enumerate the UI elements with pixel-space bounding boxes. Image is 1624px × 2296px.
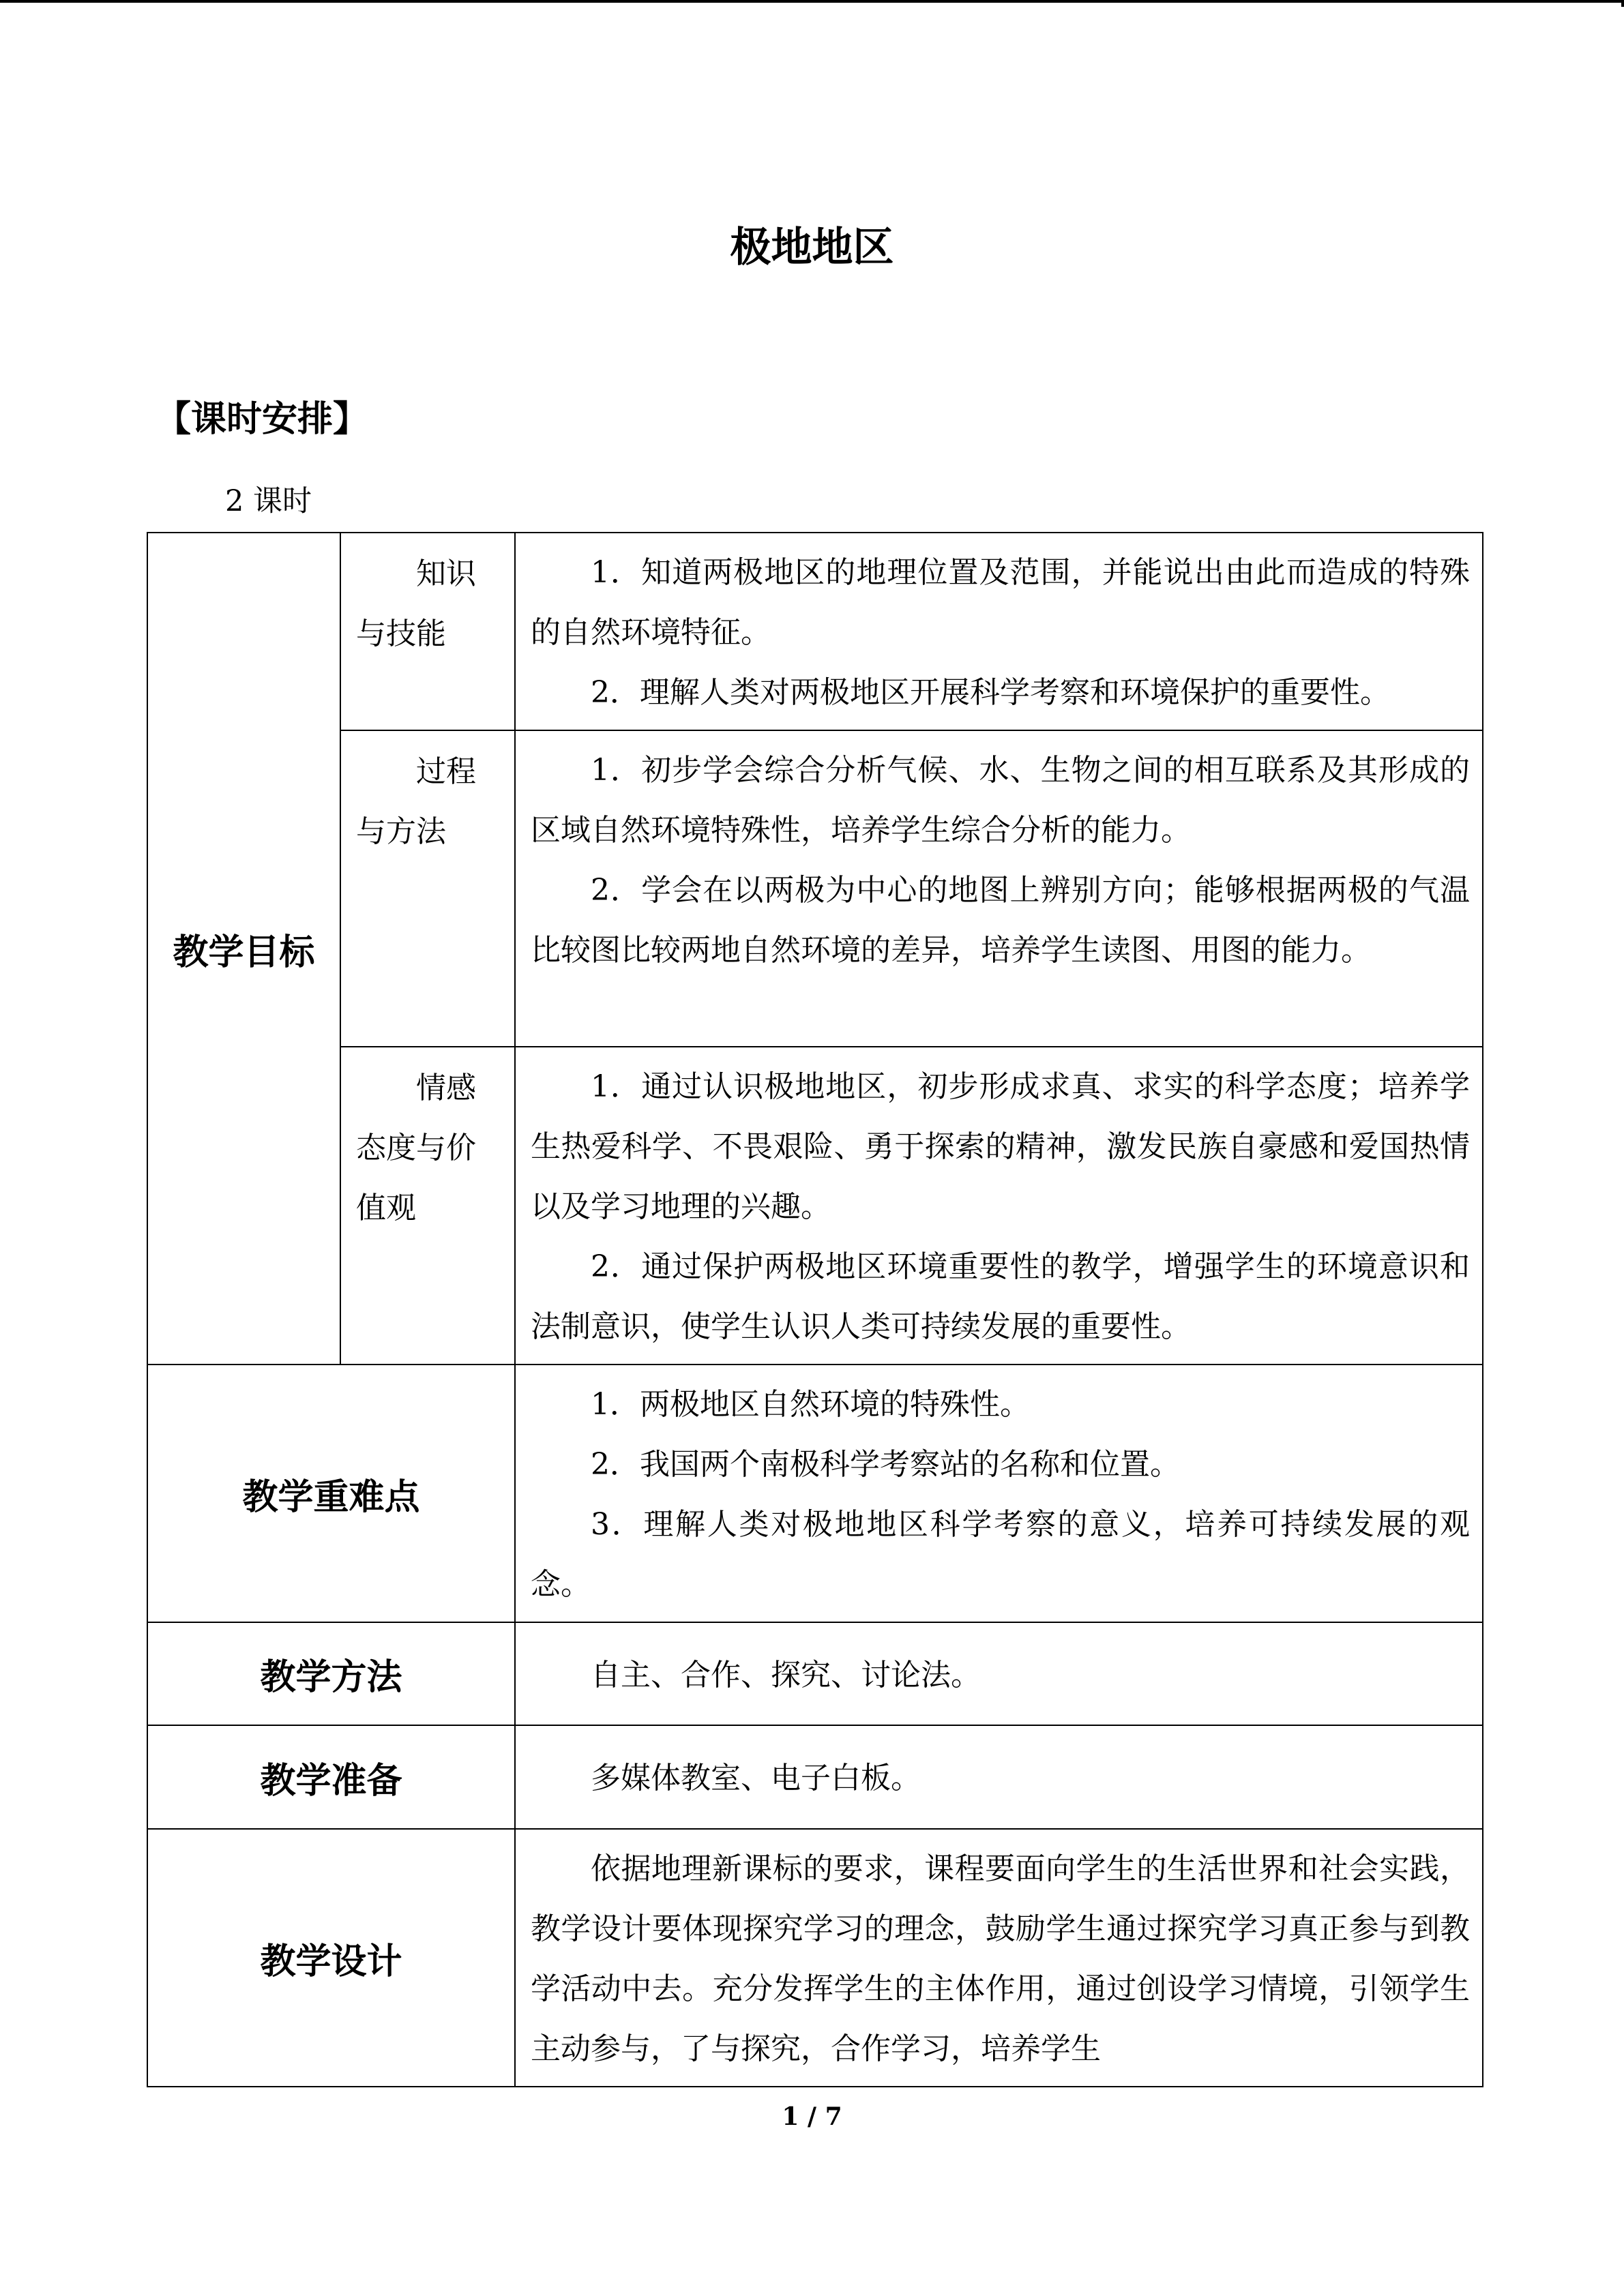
knowledge-label-line2: 与技能 xyxy=(356,616,446,651)
emotion-item: 1．通过认识极地地区，初步形成求真、求实的科学态度；培养学生热爱科学、不畏艰险、勇于探索的精神，激发民族自豪感和爱国热情以及学习地理的兴趣。 xyxy=(531,1069,1470,1224)
process-label-line2: 与方法 xyxy=(356,814,446,849)
table-row xyxy=(147,1622,1483,1725)
process-label-line1: 过程 xyxy=(416,754,476,789)
preparation-header: 教学准备 xyxy=(147,1725,515,1829)
table-row xyxy=(147,1047,1483,1365)
keypoint-item: 1．两极地区自然环境的特殊性。 xyxy=(591,1387,1030,1422)
design-content xyxy=(515,1829,1483,2087)
section-heading: 【课时安排】 xyxy=(156,399,369,440)
knowledge-item: 2．理解人类对两极地区开展科学考察和环境保护的重要性。 xyxy=(591,675,1390,710)
methods-content xyxy=(515,1622,1483,1725)
emotion-label xyxy=(340,1047,515,1365)
knowledge-label xyxy=(340,533,515,730)
process-item: 1．初步学会综合分析气候、水、生物之间的相互联系及其形成的区域自然环境特殊性，培养学生综合分析的能力。 xyxy=(531,753,1470,848)
process-content xyxy=(515,730,1483,1047)
knowledge-item: 1．知道两极地区的地理位置及范围，并能说出由此而造成的特殊的自然环境特征。 xyxy=(531,555,1470,650)
table-row xyxy=(147,533,1483,730)
emotion-label-line3: 值观 xyxy=(356,1191,416,1225)
process-label xyxy=(340,730,515,1047)
page-number: 1 / 7 xyxy=(782,2102,842,2131)
emotion-content xyxy=(515,1047,1483,1365)
table-row xyxy=(147,730,1483,1047)
knowledge-content xyxy=(515,533,1483,730)
table-row xyxy=(147,1829,1483,2087)
preparation-text: 多媒体教室、电子白板。 xyxy=(591,1761,921,1795)
preparation-content xyxy=(515,1725,1483,1829)
design-header: 教学设计 xyxy=(147,1829,515,2087)
keypoint-item: 3．理解人类对极地地区科学考察的意义，培养可持续发展的观念。 xyxy=(531,1507,1470,1602)
page-right-mark xyxy=(1621,0,1624,7)
page-top-border xyxy=(0,0,1624,3)
design-text: 依据地理新课标的要求，课程要面向学生的生活世界和社会实践，教学设计要体现探究学习的理念，鼓励学生通过探究学习真正参与到教学活动中去。充分发挥学生的主体作用，通过创设学习情境，引领学生主动参与，了与探究，合作学习，培养学生 xyxy=(531,1851,1470,2066)
keypoints-header: 教学重难点 xyxy=(147,1365,515,1622)
keypoint-item: 2．我国两个南极科学考察站的名称和位置。 xyxy=(591,1447,1180,1482)
knowledge-label-line1: 知识 xyxy=(416,556,476,591)
emotion-item: 2．通过保护两极地区环境重要性的教学，增强学生的环境意识和法制意识，使学生认识人类可持续发展的重要性。 xyxy=(531,1249,1470,1344)
page-title: 极地地区 xyxy=(730,224,894,271)
objectives-header: 教学目标 xyxy=(147,533,340,1365)
methods-header: 教学方法 xyxy=(147,1622,515,1725)
lesson-plan-table xyxy=(147,532,1483,2087)
emotion-label-line2: 态度与价 xyxy=(356,1131,476,1165)
emotion-label-line1: 情感 xyxy=(416,1071,476,1105)
lesson-period: 2 课时 xyxy=(225,484,312,518)
methods-text: 自主、合作、探究、讨论法。 xyxy=(591,1657,981,1693)
process-item: 2．学会在以两极为中心的地图上辨别方向；能够根据两极的气温比较图比较两地自然环境的差异，培养学生读图、用图的能力。 xyxy=(531,873,1470,968)
table-row xyxy=(147,1725,1483,1829)
table-row xyxy=(147,1365,1483,1622)
keypoints-content xyxy=(515,1365,1483,1622)
